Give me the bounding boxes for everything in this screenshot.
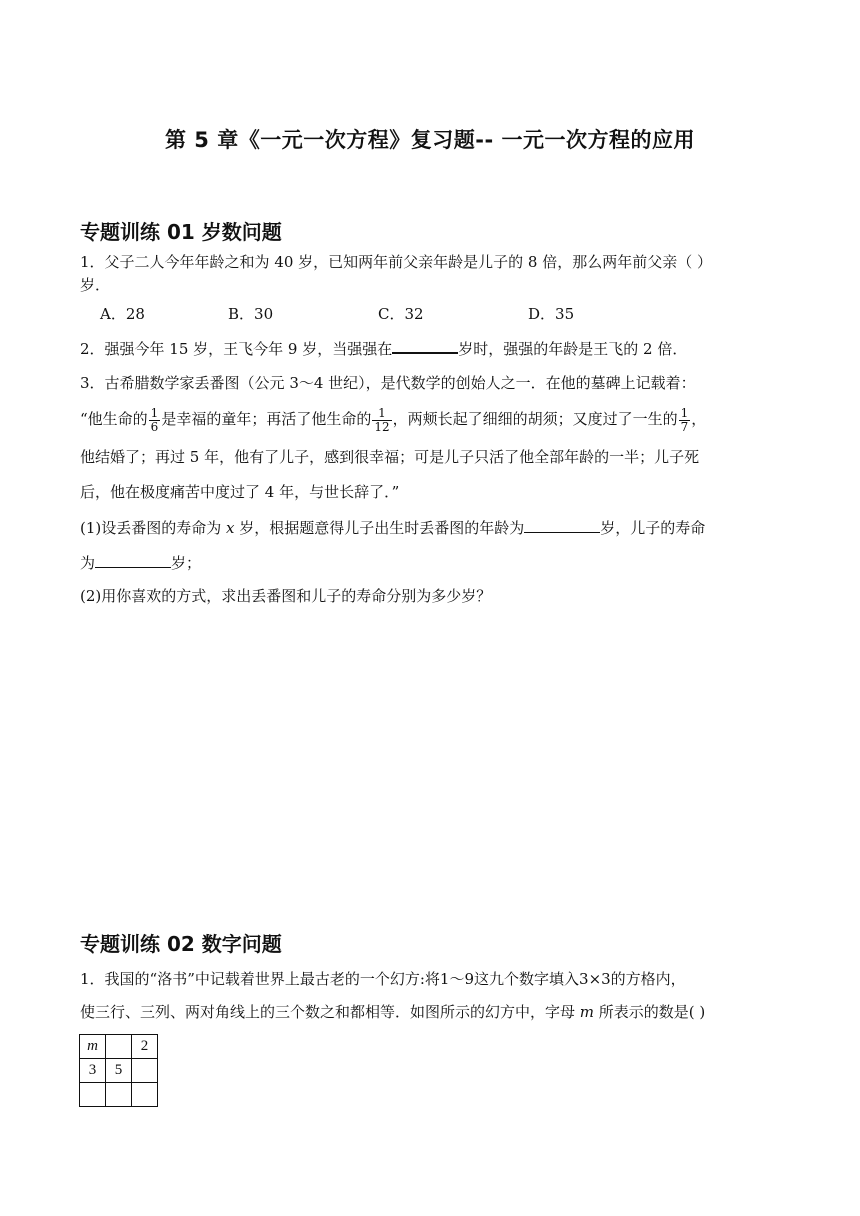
fraction-denominator: 6 xyxy=(150,419,159,434)
question-3-sub-1-cont xyxy=(80,553,201,573)
question-3-text: “他生命的 xyxy=(80,410,148,428)
question-2-text-after: 岁时，强强的年龄是王飞的 2 倍． xyxy=(458,340,688,358)
question-3-sub-2: (2)用你喜欢的方式，求出丢番图和儿子的寿命分别为多少岁？ xyxy=(80,587,492,605)
question-3-text: ，两颊长起了细细的胡须；又度过了一生的 xyxy=(392,410,678,428)
grid-cell: m xyxy=(80,1035,106,1059)
variable-x: x xyxy=(226,519,235,537)
question-text: 使三行、三列、两对角线上的三个数之和都相等．如图所示的幻方中，字母 xyxy=(80,1003,580,1021)
question-3-text: ， xyxy=(691,410,707,428)
fraction-1-6 xyxy=(149,407,161,434)
sub-question-text: 岁，儿子的寿命 xyxy=(600,519,706,537)
answer-blank xyxy=(95,553,171,568)
page-title: 第 5 章《一元一次方程》复习题-- 一元一次方程的应用 xyxy=(165,128,695,152)
choice-d: D．35 xyxy=(528,305,575,323)
question-3-line-2 xyxy=(80,401,706,437)
choice-a: A．28 xyxy=(100,305,145,323)
fraction-1-12 xyxy=(372,407,391,434)
grid-cell: 5 xyxy=(106,1059,132,1083)
section-2-question-1-text: 1．我国的“洛书”中记载着世界上最古老的一个幻方:将1～9这九个数字填入3×3的方格内， xyxy=(80,970,686,988)
variable-m: m xyxy=(579,1003,595,1021)
question-2-text-before: 2．强强今年 15 岁，王飞今年 9 岁，当强强在 xyxy=(80,340,393,358)
grid-cell: 3 xyxy=(80,1059,106,1083)
answer-blank xyxy=(392,338,458,354)
choice-c: C．32 xyxy=(378,305,424,323)
sub-question-text: 岁，根据题意得儿子出生时丢番图的年龄为 xyxy=(234,519,525,537)
sub-question-text: 为 xyxy=(80,554,96,572)
grid-row xyxy=(80,1035,158,1059)
grid-cell xyxy=(132,1059,158,1083)
sub-question-text: (1)设丢番图的寿命为 xyxy=(80,519,227,537)
question-text: 所表示的数是( ) xyxy=(594,1003,706,1021)
fraction-denominator: 7 xyxy=(680,419,689,434)
question-3-text: 他结婚了；再过 5 年，他有了儿子，感到很幸福；可是儿子只活了他全部年龄的一半；儿子死 xyxy=(80,448,700,466)
grid-row xyxy=(80,1059,158,1083)
grid-cell xyxy=(132,1083,158,1107)
question-3-text: 是幸福的童年；再活了他生命的 xyxy=(161,410,372,428)
section-heading-number-problems: 专题训练 02 数字问题 xyxy=(80,932,282,956)
magic-square-grid xyxy=(79,1034,158,1107)
sub-question-text: 岁； xyxy=(171,554,202,572)
answer-blank xyxy=(524,518,600,533)
choice-b: B．30 xyxy=(228,305,274,323)
fraction-denominator: 12 xyxy=(374,419,390,434)
grid-cell xyxy=(106,1035,132,1059)
grid-cell xyxy=(106,1083,132,1107)
fraction-1-7 xyxy=(679,407,691,434)
grid-cell: 2 xyxy=(132,1035,158,1059)
grid-row xyxy=(80,1083,158,1107)
question-3-text: 后，他在极度痛苦中度过了 4 年，与世长辞了．” xyxy=(80,483,400,501)
question-1-text-cont: 岁． xyxy=(80,276,111,294)
question-2 xyxy=(80,338,687,359)
question-1-text: 1．父子二人今年年龄之和为 40 岁，已知两年前父亲年龄是儿子的 8 倍，那么两年前父亲（ ） xyxy=(80,253,713,271)
fraction-numerator: 1 xyxy=(680,405,689,420)
fraction-numerator: 1 xyxy=(372,407,391,421)
section-2-question-1-text-cont xyxy=(80,1002,705,1022)
fraction-numerator: 1 xyxy=(150,405,159,420)
section-heading-age-problems: 专题训练 01 岁数问题 xyxy=(80,220,282,244)
grid-cell xyxy=(80,1083,106,1107)
question-3-sub-1 xyxy=(80,518,705,538)
question-3-text: 3．古希腊数学家丢番图（公元 3～4 世纪），是代数学的创始人之一．在他的墓碑上记载着： xyxy=(80,374,696,392)
